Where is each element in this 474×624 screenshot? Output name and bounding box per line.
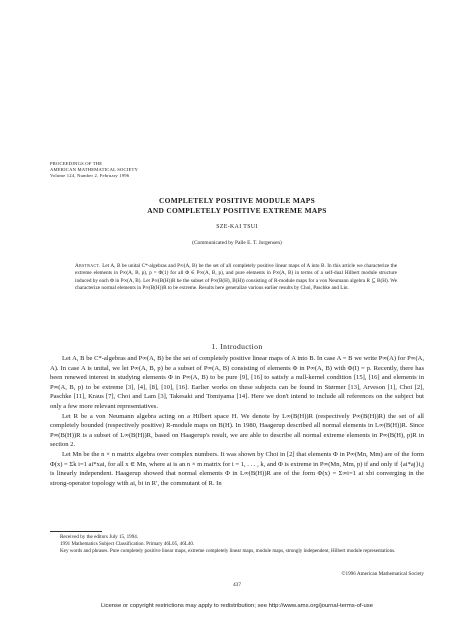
footnote-keywords: Key words and phrases. Pure completely positive linear maps, extreme completely linear maps, module maps, strongly independent, Hilbert module representations.: [60, 547, 396, 554]
title-line2: AND COMPLETELY POSITIVE EXTREME MAPS: [147, 205, 327, 215]
page-number: 437: [232, 582, 242, 588]
journal-volume: Volume 124, Number 2, February 1996: [50, 173, 130, 178]
footnote-received: Received by the editors July 15, 1994.: [60, 534, 139, 540]
abstract: [75, 263, 397, 292]
paragraph: Let R be a von Neumann algebra acting on a Hilbert space H. We denote by L∞(B(H))R (respectively P∞(B(H))R) the set of all completely bounded (respectively positive) R-module maps on B(H). In 1980, Haagerup described all normal elements in L∞(B(H))R. Since P∞(B(H))R is a subset of L∞(B(H))R, based on Haagerup's result, we are able to describe all normal extreme elements in P∞(B(H), p)R in section 2.: [50, 412, 424, 449]
license-notice: License or copyright restrictions may apply to redistribution; see http://www.ams.org/journal-terms-of-use: [100, 603, 374, 609]
footnote-classification: 1991 Mathematics Subject Classification. Primary 46L05, 46L40.: [60, 540, 195, 547]
body-text: [50, 354, 424, 488]
copyright: ©1996 American Mathematical Society: [341, 571, 424, 577]
footnotes: [50, 534, 424, 555]
abstract-text: Let A, B be unital C*-algebras and P∞(A, B) be the set of all completely positive linear maps of A into B. In this article we characterize the extreme elements in P∞(A, B, p), p = Φ(1) for all Φ ∈ P∞(A, B, p), and pure elements in P∞(A, B) in terms of a self-dual Hilbert module structure induced by each Φ in P∞(A, B). Let P∞(B(H))R be the subset of P∞(B(H), B(H)) consisting of R-module maps for a von Neumann algebra R ⊆ B(H). We characterize normal elements in P∞(B(H))R to be extreme. Results here generalize various earlier results by Choi, Paschke and Lin.: [75, 263, 398, 291]
section-title: 1. Introduction: [211, 342, 263, 351]
abstract-label: Abstract.: [75, 263, 101, 269]
paper-title: [60, 196, 414, 215]
author: SZE-KAI TSUI: [216, 224, 258, 230]
journal-name-line1: PROCEEDINGS OF THE: [50, 161, 103, 166]
communicated-by: (Communicated by Palle E. T. Jorgensen): [192, 240, 282, 246]
title-line1: COMPLETELY POSITIVE MODULE MAPS: [159, 196, 315, 205]
journal-header: [50, 161, 138, 179]
footnote-rule: [50, 531, 102, 532]
paragraph: Let Mn be the n × n matrix algebra over complex numbers. It was shown by Choi in [2] that elements Φ in P∞(Mn, Mm) are of the form Φ(x) = Σk i=1 ai*xai, for all x ∈ Mn, where ai is an n × m matrix for i = 1, . . . , k, and Φ is extreme in P∞(Mn, Mm, p) if and only if {ai*aj}i,j is linearly independent. Haagerup showed that normal elements Φ in L∞(B(H))R are of the form Φ(x) = Σ∞i=1 ai xbi converging in the strong-operator topology with ai, bi in R′, the commutant of R. In: [50, 450, 424, 487]
paragraph: Let A, B be C*-algebras and P∞(A, B) be the set of completely positive linear maps of A into B. In case A = B we write P∞(A) for P∞(A, A). In case A is unital, we let P∞(A, B, p) be a subset of P∞(A, B) consisting of elements Φ in P∞(A, B) with Φ(I) = p. Recently, there has been renewed interest in studying elements Φ in P∞(A, B) to be pure [9], [16] to satisfy a null-kernel condition [15], [16] and elements in P∞(A, B, p) to be extreme [3], [4], [8], [10], [16]. Earlier works on these subjects can be found in Størmer [13], Arveson [1], Choi [2], Paschke [11], Kraus [7], Choi and Lam [3], Takesaki and Tomiyama [14]. Here we don't intend to include all references on the subject but only a few more relevant representatives.: [50, 355, 424, 410]
journal-name-line2: AMERICAN MATHEMATICAL SOCIETY: [50, 167, 139, 172]
